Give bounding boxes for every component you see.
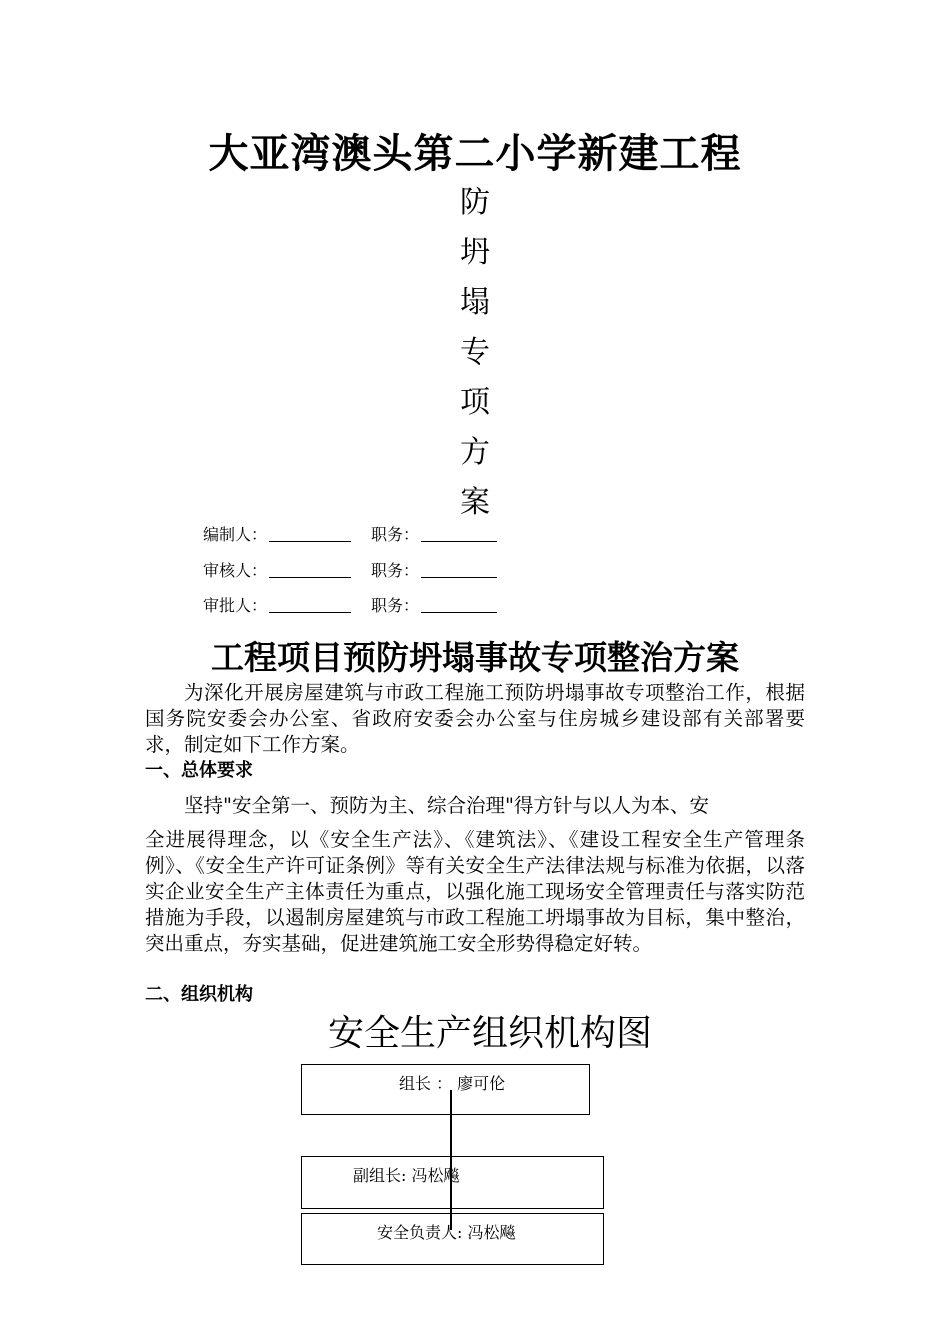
post-label: 职务：	[371, 525, 420, 544]
org-box-deputy	[301, 1156, 604, 1209]
vertical-char: 坍	[460, 235, 490, 270]
intro-paragraph: 为深化开展房屋建筑与市政工程施工预防坍塌事故专项整治工作，根据国务院安委会办公室、省政府安委会办公室与住房城乡建设部有关部署要求，制定如下工作方案。	[145, 681, 805, 756]
compiler-blank	[269, 527, 351, 542]
section-2-title: 二、组织机构	[145, 984, 253, 1005]
section-1-first-line: 坚持"安全第一、预防为主、综合治理"得方针与以人为本、安	[184, 794, 709, 817]
cover-title: 大亚湾澳头第二小学新建工程	[208, 131, 742, 177]
post-blank	[421, 598, 497, 613]
vertical-char: 案	[460, 485, 490, 520]
approver-label: 审批人：	[203, 596, 268, 615]
post-blank	[421, 527, 497, 542]
section-1-body: 全进展得理念，以《安全生产法》、《建筑法》、《建设工程安全生产管理条例》、《安全生产许可证条例》等有关安全生产法律法规与标准为依据，以落实企业安全生产主体责任为重点，以强化施工现场安全管理责任与落实防范措施为手段，以遏制房屋建筑与市政工程施工坍塌事故为目标，集中整治，突出重点，夯实基础，促进建筑施工安全形势得稳定好转。	[145, 828, 805, 955]
safety-officer-label: 安全负责人: 冯松飚	[377, 1223, 516, 1242]
vertical-char: 防	[460, 185, 490, 220]
signature-row-reviewer	[203, 560, 497, 582]
org-box-safety-officer	[301, 1213, 604, 1265]
reviewer-label: 审核人：	[203, 561, 268, 580]
post-label: 职务：	[371, 561, 420, 580]
signature-row-compiler	[203, 524, 497, 546]
approver-blank	[269, 598, 351, 613]
post-blank	[421, 563, 497, 578]
vertical-char: 方	[460, 435, 490, 470]
deputy-label: 副组长: 冯松飚	[353, 1166, 460, 1185]
section-1-title: 一、总体要求	[145, 760, 253, 781]
signature-row-approver	[203, 595, 497, 617]
leader-label: 组长 ： 廖可伦	[399, 1074, 506, 1093]
vertical-char: 专	[460, 335, 490, 370]
cover-vertical-title	[445, 178, 505, 528]
reviewer-blank	[269, 563, 351, 578]
compiler-label: 编制人：	[203, 525, 268, 544]
vertical-char: 塌	[460, 285, 490, 320]
vertical-char: 项	[460, 385, 490, 420]
post-label: 职务：	[371, 596, 420, 615]
document-heading: 工程项目预防坍塌事故专项整治方案	[211, 638, 739, 677]
org-box-leader	[301, 1064, 590, 1115]
org-chart-title: 安全生产组织机构图	[327, 1013, 652, 1054]
